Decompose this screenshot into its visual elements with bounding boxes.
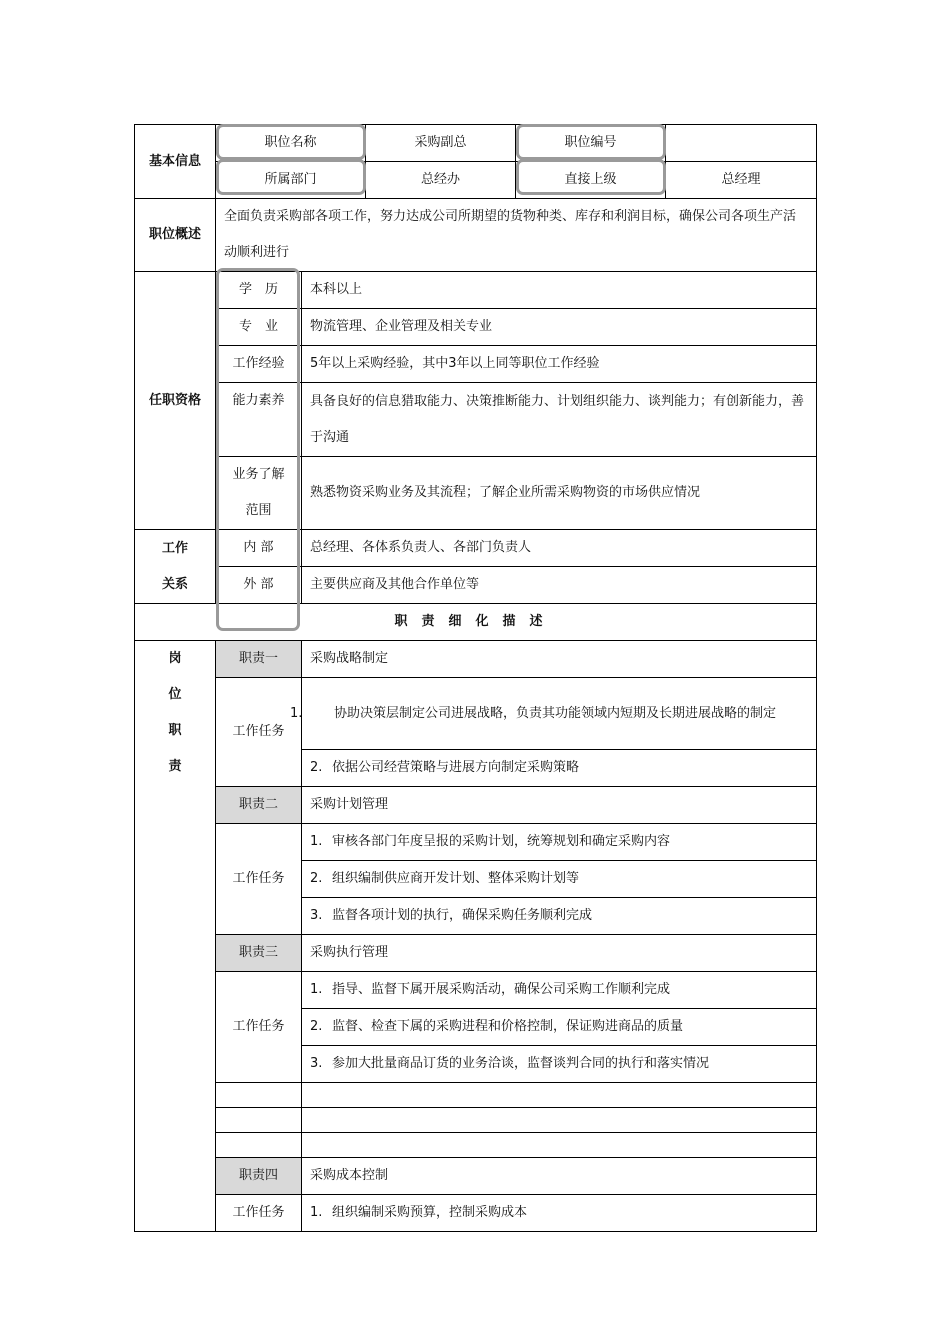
empty-cell bbox=[302, 1083, 817, 1108]
internal-label: 内 部 bbox=[216, 530, 302, 567]
task-number: 3. bbox=[310, 908, 323, 923]
relations-label-line2: 关系 bbox=[161, 576, 188, 592]
duty-3-label: 职责三 bbox=[216, 935, 302, 972]
ability-label: 能力素养 bbox=[216, 383, 302, 457]
duties-side-char-4: 责 bbox=[168, 759, 182, 774]
duty-2-label: 职责二 bbox=[216, 787, 302, 824]
task-text: 指导、监督下属开展采购活动，确保公司采购工作顺利完成 bbox=[332, 982, 671, 997]
duty-3-task-3 bbox=[302, 1046, 817, 1083]
job-description-sheet bbox=[134, 124, 816, 1232]
duty-1-task-label: 工作任务 bbox=[216, 678, 302, 787]
duties-title: 职责细化描述 bbox=[135, 604, 817, 641]
external-value: 主要供应商及其他合作单位等 bbox=[302, 567, 817, 604]
duty-1-task-1 bbox=[290, 678, 817, 750]
duty-4-title: 采购成本控制 bbox=[302, 1158, 817, 1195]
major-label: 专 业 bbox=[216, 309, 302, 346]
position-code-label: 职位编号 bbox=[516, 125, 666, 162]
position-code-value bbox=[666, 125, 817, 162]
duty-2-task-1 bbox=[302, 824, 817, 861]
experience-label: 工作经验 bbox=[216, 346, 302, 383]
experience-value: 5年以上采购经验，其中3年以上同等职位工作经验 bbox=[302, 346, 817, 383]
duty-3-task-2 bbox=[302, 1009, 817, 1046]
superior-value: 总经理 bbox=[666, 162, 817, 199]
task-number: 1. bbox=[310, 834, 323, 849]
task-text: 参加大批量商品订货的业务洽谈，监督谈判合同的执行和落实情况 bbox=[332, 1056, 710, 1071]
duty-1-task-2 bbox=[302, 750, 817, 787]
task-text: 依据公司经营策略与进展方向制定采购策略 bbox=[332, 760, 580, 775]
duty-2-task-label: 工作任务 bbox=[216, 824, 302, 935]
duty-1-title: 采购战略制定 bbox=[302, 641, 817, 678]
task-text: 组织编制供应商开发计划、整体采购计划等 bbox=[332, 871, 580, 886]
position-name-label: 职位名称 bbox=[216, 125, 366, 162]
education-label: 学 历 bbox=[216, 272, 302, 309]
duty-3-task-1 bbox=[302, 972, 817, 1009]
task-number: 1. bbox=[290, 705, 303, 721]
task-text: 监督各项计划的执行，确保采购任务顺利完成 bbox=[332, 908, 593, 923]
empty-cell bbox=[216, 1133, 302, 1158]
duties-side-char-3: 职 bbox=[168, 723, 182, 738]
duty-2-task-3 bbox=[302, 898, 817, 935]
relations-label bbox=[135, 530, 216, 604]
business-scope-value: 熟悉物资采购业务及其流程；了解企业所需采购物资的市场供应情况 bbox=[302, 457, 817, 530]
duties-side-char-2: 位 bbox=[168, 687, 182, 702]
ability-value: 具备良好的信息猎取能力、决策推断能力、计划组织能力、谈判能力；有创新能力，善于沟通 bbox=[302, 383, 817, 457]
qualification-label: 任职资格 bbox=[135, 272, 216, 530]
task-text: 组织编制采购预算，控制采购成本 bbox=[332, 1205, 528, 1220]
task-number: 1. bbox=[310, 982, 323, 997]
relations-label-line1: 工作 bbox=[161, 540, 188, 556]
task-number: 2. bbox=[310, 871, 323, 886]
overview-text: 全面负责采购部各项工作，努力达成公司所期望的货物种类、库存和利润目标，确保公司各项生产活动顺利进行 bbox=[216, 199, 817, 272]
major-value: 物流管理、企业管理及相关专业 bbox=[302, 309, 817, 346]
task-number: 2. bbox=[310, 760, 323, 775]
duty-2-task-2 bbox=[302, 861, 817, 898]
task-number: 3. bbox=[310, 1056, 323, 1071]
overview-label: 职位概述 bbox=[135, 199, 216, 272]
empty-cell bbox=[302, 1108, 817, 1133]
duty-4-task-1 bbox=[302, 1195, 817, 1232]
empty-cell bbox=[216, 1108, 302, 1133]
duty-4-task-label: 工作任务 bbox=[216, 1195, 302, 1232]
department-value: 总经办 bbox=[366, 162, 516, 199]
task-text: 协助决策层制定公司进展战略，负责其功能领域内短期及长期进展战略的制定 bbox=[334, 705, 777, 721]
task-text: 审核各部门年度呈报的采购计划，统筹规划和确定采购内容 bbox=[332, 834, 671, 849]
external-label: 外 部 bbox=[216, 567, 302, 604]
task-text: 监督、检查下属的采购进程和价格控制，保证购进商品的质量 bbox=[332, 1019, 684, 1034]
duty-2-title: 采购计划管理 bbox=[302, 787, 817, 824]
duty-4-label: 职责四 bbox=[216, 1158, 302, 1195]
duty-1-label: 职责一 bbox=[216, 641, 302, 678]
superior-label: 直接上级 bbox=[516, 162, 666, 199]
business-scope-label: 业务了解范围 bbox=[216, 457, 302, 530]
education-value: 本科以上 bbox=[302, 272, 817, 309]
duties-side-char-1: 岗 bbox=[168, 651, 182, 666]
basic-info-label: 基本信息 bbox=[135, 125, 216, 199]
duty-3-task-label: 工作任务 bbox=[216, 972, 302, 1083]
duties-side-label bbox=[135, 641, 216, 1232]
department-label: 所属部门 bbox=[216, 162, 366, 199]
empty-cell bbox=[216, 1083, 302, 1108]
position-name-value: 采购副总 bbox=[366, 125, 516, 162]
internal-value: 总经理、各体系负责人、各部门负责人 bbox=[302, 530, 817, 567]
job-description-table bbox=[134, 124, 817, 1232]
duty-3-title: 采购执行管理 bbox=[302, 935, 817, 972]
task-number: 2. bbox=[310, 1019, 323, 1034]
task-number: 1. bbox=[310, 1205, 323, 1220]
empty-cell bbox=[302, 1133, 817, 1158]
